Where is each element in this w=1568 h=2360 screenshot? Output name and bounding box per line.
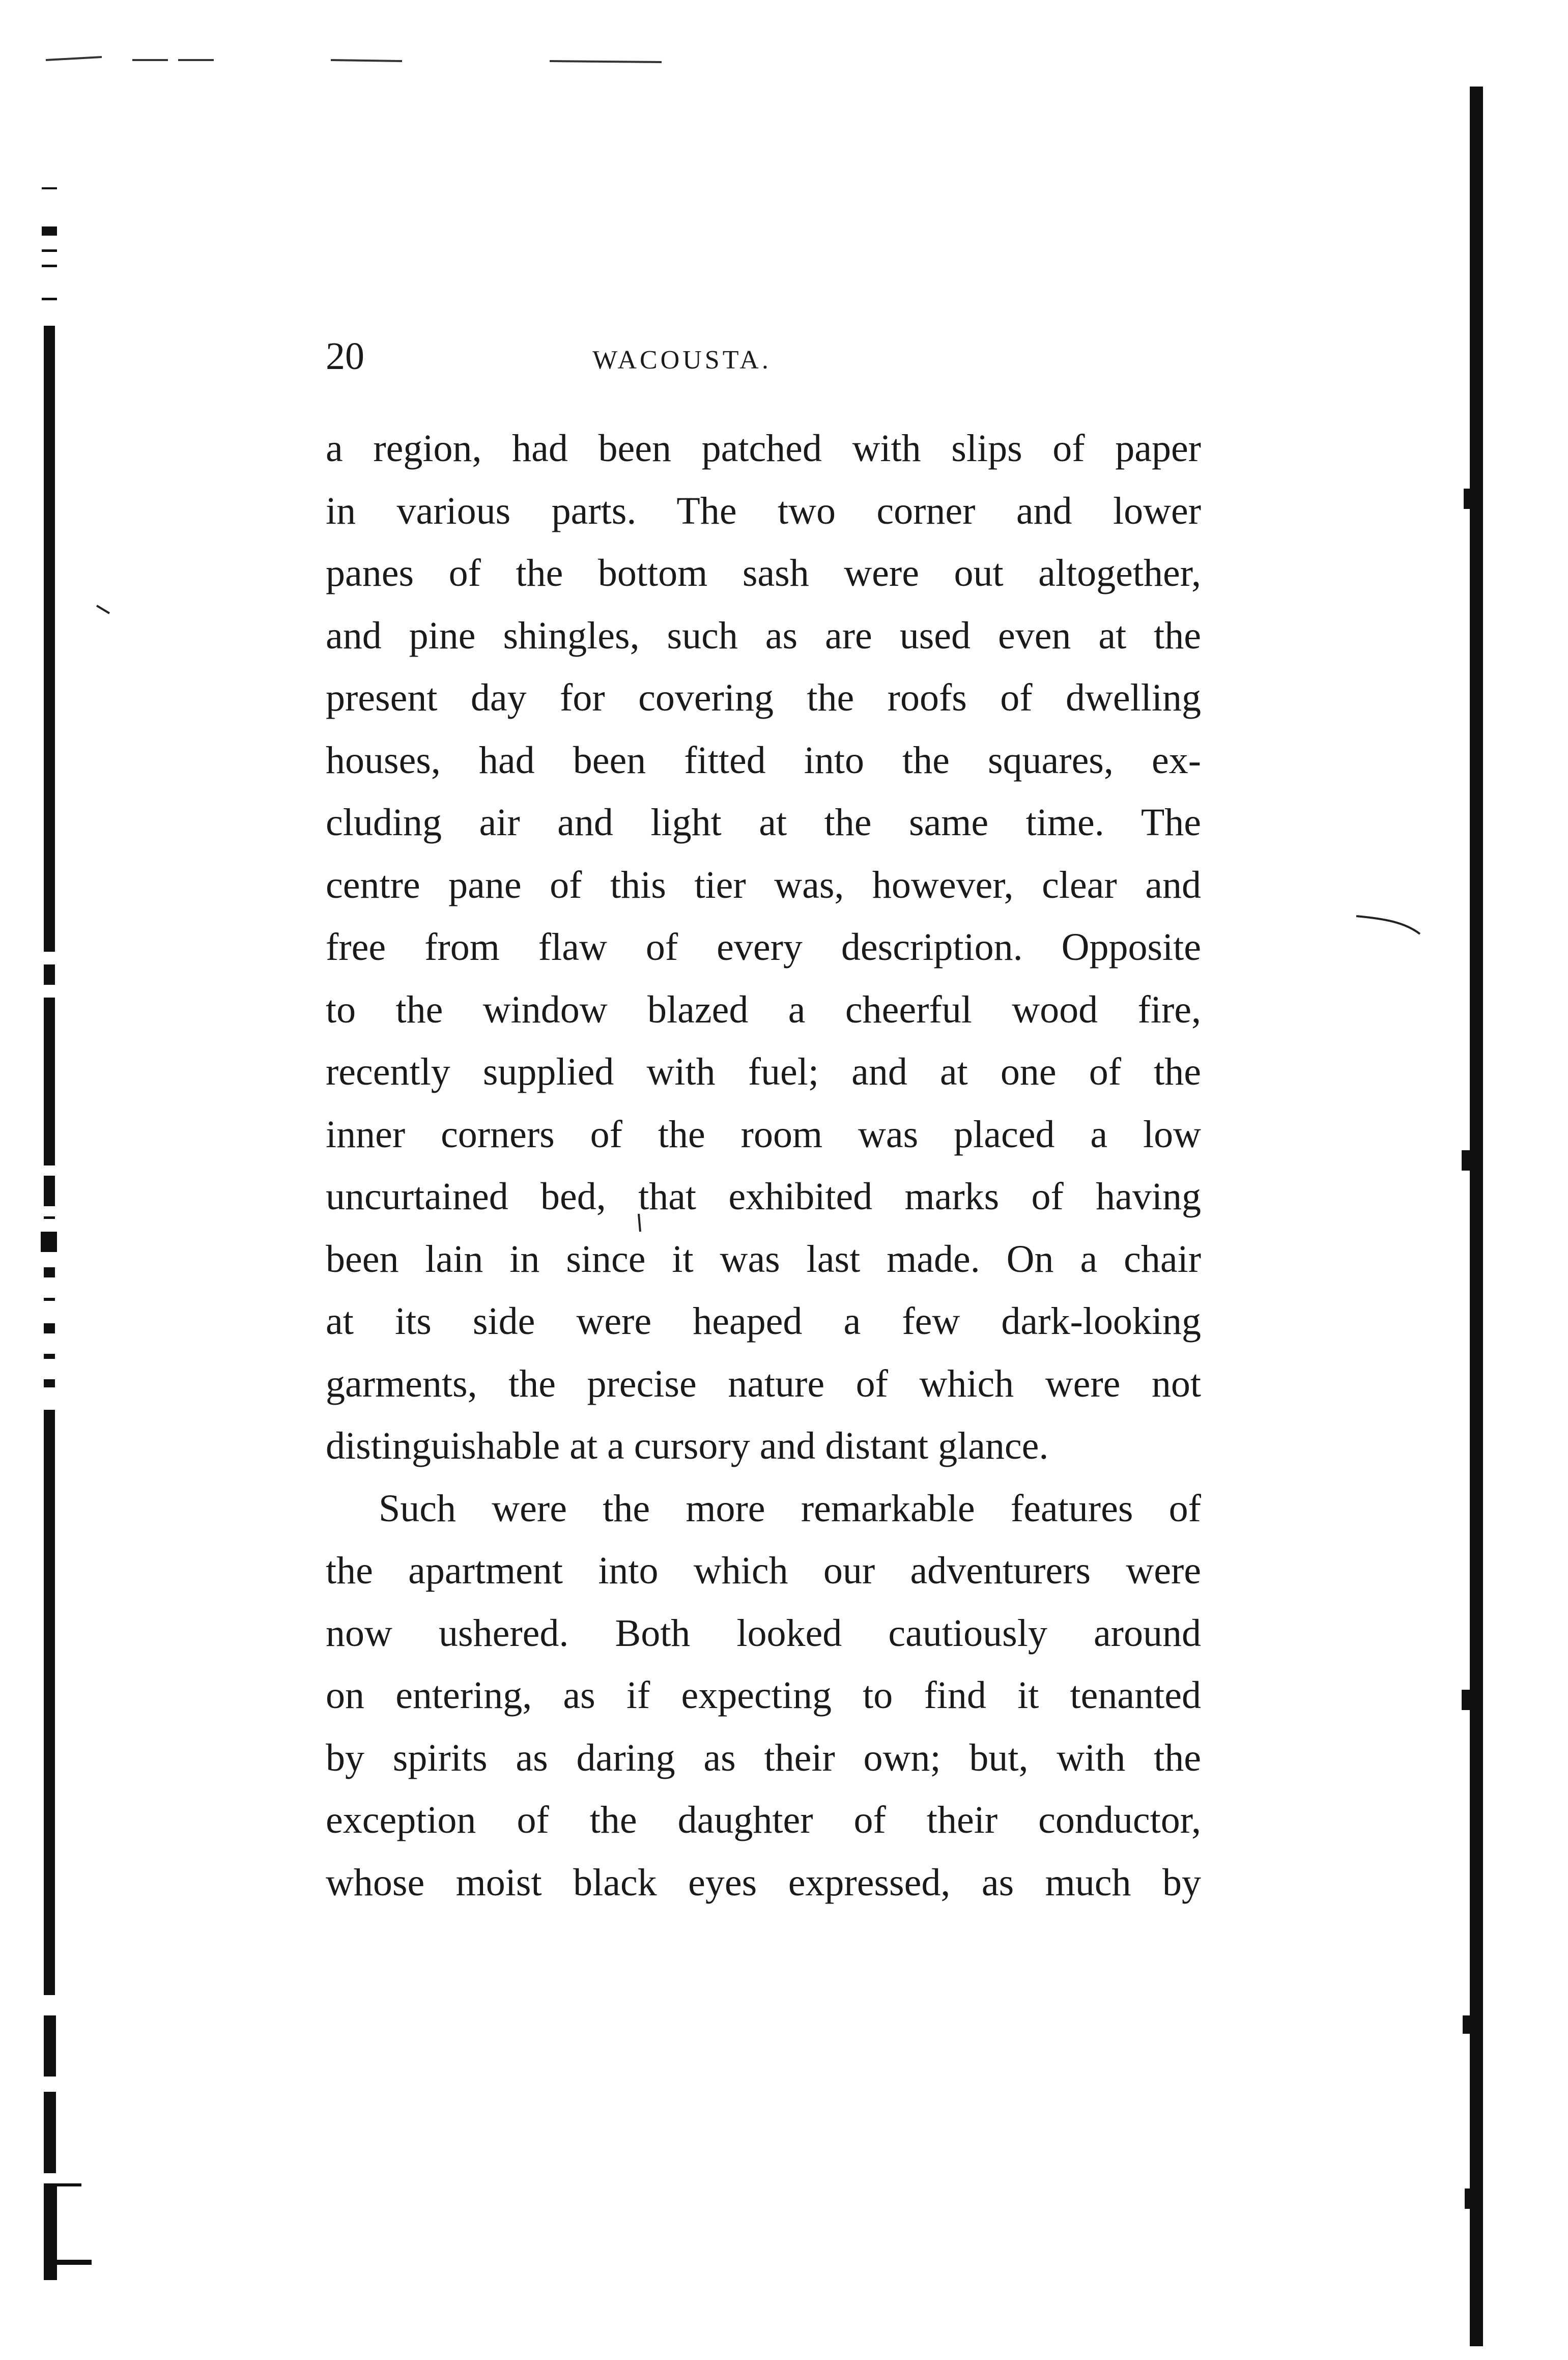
text-line: garments, the precise nature of which were not [326, 1362, 1201, 1405]
text-line: panes of the bottom sash were out altogether, [326, 552, 1201, 594]
text-line: the apartment into which our adventurers were [326, 1549, 1201, 1592]
text-line-paragraph-start: Such were the more remarkable features of [379, 1487, 1201, 1530]
text-line: on entering, as if expecting to find it tenanted [326, 1674, 1201, 1717]
text-line: and pine shingles, such as are used even at the [326, 614, 1201, 657]
text-line: now ushered. Both looked cautiously around [326, 1611, 1201, 1655]
left-binding-edge-marks [41, 187, 92, 2280]
body-text [326, 417, 1201, 1914]
text-line: been lain in since it was last made. On a chair [326, 1237, 1201, 1281]
text-line: recently supplied with fuel; and at one of the [326, 1050, 1201, 1093]
text-line: centre pane of this tier was, however, clear and [326, 863, 1201, 906]
text-line: present day for covering the roofs of dwelling [326, 676, 1201, 719]
page-header [326, 331, 1201, 387]
text-line: cluding air and light at the same time. The [326, 801, 1201, 844]
text-line: by spirits as daring as their own; but, with the [326, 1736, 1201, 1779]
text-line: houses, had been fitted into the squares, ex- [326, 738, 1201, 782]
text-line: uncurtained bed, that exhibited marks of having [326, 1175, 1201, 1218]
text-line: free from flaw of every description. Opposite [326, 926, 1201, 969]
text-line: a region, had been patched with slips of paper [326, 427, 1201, 470]
text-line: at its side were heaped a few dark-looking [326, 1300, 1201, 1343]
page-number: 20 [326, 335, 364, 378]
running-head-title: WACOUSTA. [592, 346, 772, 375]
text-line: to the window blazed a cheerful wood fire, [326, 988, 1201, 1031]
text-line: exception of the daughter of their conductor, [326, 1799, 1201, 1841]
right-edge-binding-line [1462, 87, 1483, 2346]
text-line: whose moist black eyes expressed, as much by [326, 1861, 1201, 1904]
text-line: distinguishable at a cursory and distant glance. [326, 1425, 1049, 1467]
text-line: inner corners of the room was placed a low [326, 1113, 1201, 1156]
top-edge-dashes [46, 57, 662, 62]
text-line: in various parts. The two corner and lower [326, 489, 1201, 532]
